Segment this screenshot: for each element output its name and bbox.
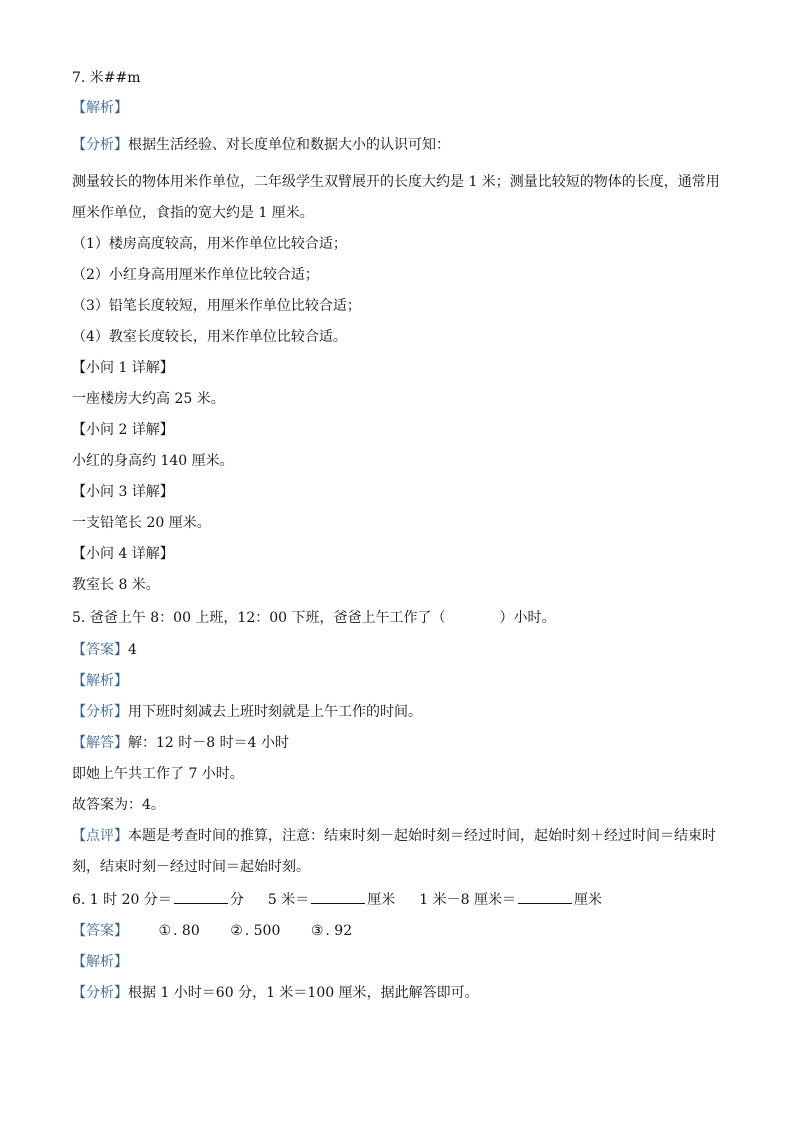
list-item — [72, 234, 347, 254]
label: 【分析】 — [72, 985, 128, 1001]
paragraph-line — [72, 764, 244, 784]
text: 5 米＝ — [267, 892, 310, 908]
paragraph-line — [72, 203, 314, 223]
solution-line — [72, 733, 289, 753]
text: 厘米作单位，食指的宽大约是 1 厘米。 — [72, 205, 314, 221]
text: 测量较长的物体用米作单位，二年级学生双臂展开的长度大约是 1 米；测量比较短的物体的长度，通常用 — [72, 174, 720, 190]
label: 【解析】 — [72, 673, 128, 689]
fill-blank — [174, 889, 228, 904]
paragraph-line — [72, 172, 720, 192]
text: 1 米－8 厘米＝ — [419, 892, 516, 908]
text: （1）楼房高度较高，用米作单位比较合适； — [72, 236, 347, 252]
fill-blank — [311, 889, 365, 904]
analysis-line — [72, 135, 450, 155]
answer-value: . 80 — [173, 923, 200, 939]
list-item — [72, 265, 319, 285]
text: 故答案为：4。 — [72, 797, 165, 813]
question-6 — [72, 889, 602, 910]
label: 【解答】 — [72, 735, 128, 751]
text: 根据 1 小时＝60 分，1 米＝100 厘米，据此解答即可。 — [128, 985, 479, 1001]
answer-value: . 500 — [244, 923, 281, 939]
fill-blank — [518, 889, 572, 904]
paragraph-line — [72, 857, 310, 877]
text: 用下班时刻减去上班时刻就是上午工作的时间。 — [128, 704, 422, 720]
text: 分 — [229, 892, 244, 908]
text: （2）小红身高用厘米作单位比较合适； — [72, 267, 319, 283]
list-item — [72, 327, 347, 347]
label: 【分析】 — [72, 704, 128, 720]
answer-line — [72, 640, 137, 660]
text: 【小问 2 详解】 — [72, 422, 174, 438]
question-7-answer-tail — [72, 68, 141, 88]
text: 厘米 — [367, 892, 396, 908]
text: 5. 爸爸上午 8：00 上班，12：00 下班，爸爸上午工作了（ — [72, 610, 446, 626]
text: 小红的身高约 140 厘米。 — [72, 453, 234, 469]
text: 解：12 时－8 时＝4 小时 — [128, 735, 289, 751]
text: 6. 1 时 20 分＝ — [72, 892, 172, 908]
answer-value: 4 — [128, 642, 137, 658]
text: 【小问 4 详解】 — [72, 546, 174, 562]
analysis-header — [72, 952, 128, 972]
subquestion-header — [72, 544, 174, 564]
text: 本题是考查时间的推算，注意：结束时刻－起始时刻＝经过时间，起始时刻＋经过时间＝结束时 — [128, 828, 716, 844]
analysis-line — [72, 702, 422, 722]
text: 教室长 8 米。 — [72, 577, 160, 593]
answer-value: . 92 — [325, 923, 353, 939]
text: ）小时。 — [499, 610, 556, 626]
paragraph-line — [72, 575, 160, 595]
circled-number: ② — [230, 923, 243, 939]
text: 【小问 1 详解】 — [72, 360, 174, 376]
label: 【分析】 — [72, 137, 128, 153]
list-item — [72, 296, 361, 316]
subquestion-header — [72, 358, 174, 378]
circled-number: ③ — [310, 923, 324, 939]
subquestion-header — [72, 482, 174, 502]
comment-line — [72, 826, 716, 846]
text: 【小问 3 详解】 — [72, 484, 174, 500]
answer-line — [72, 921, 352, 941]
text: （4）教室长度较长，用米作单位比较合适。 — [72, 329, 347, 345]
text: 刻，结束时刻－经过时间＝起始时刻。 — [72, 859, 310, 875]
text: 一支铅笔长 20 厘米。 — [72, 515, 211, 531]
label: 【答案】 — [72, 642, 128, 658]
paragraph-line — [72, 389, 225, 409]
label: 【点评】 — [72, 828, 128, 844]
paragraph-line — [72, 513, 211, 533]
analysis-line — [72, 983, 479, 1003]
text: 即她上午共工作了 7 小时。 — [72, 766, 244, 782]
analysis-header — [72, 98, 128, 118]
subquestion-header — [72, 420, 174, 440]
text: 一座楼房大约高 25 米。 — [72, 391, 225, 407]
paragraph-line — [72, 795, 165, 815]
label: 【解析】 — [72, 954, 128, 970]
label: 【答案】 — [72, 923, 128, 939]
circled-number: ① — [158, 923, 172, 939]
question-5 — [72, 608, 556, 628]
label: 【解析】 — [72, 100, 128, 116]
text: 根据生活经验、对长度单位和数据大小的认识可知： — [128, 137, 450, 153]
text: 厘米 — [573, 892, 602, 908]
text: 7. 米##m — [72, 70, 141, 86]
paragraph-line — [72, 451, 234, 471]
analysis-header — [72, 671, 128, 691]
text: （3）铅笔长度较短，用厘米作单位比较合适； — [72, 298, 361, 314]
